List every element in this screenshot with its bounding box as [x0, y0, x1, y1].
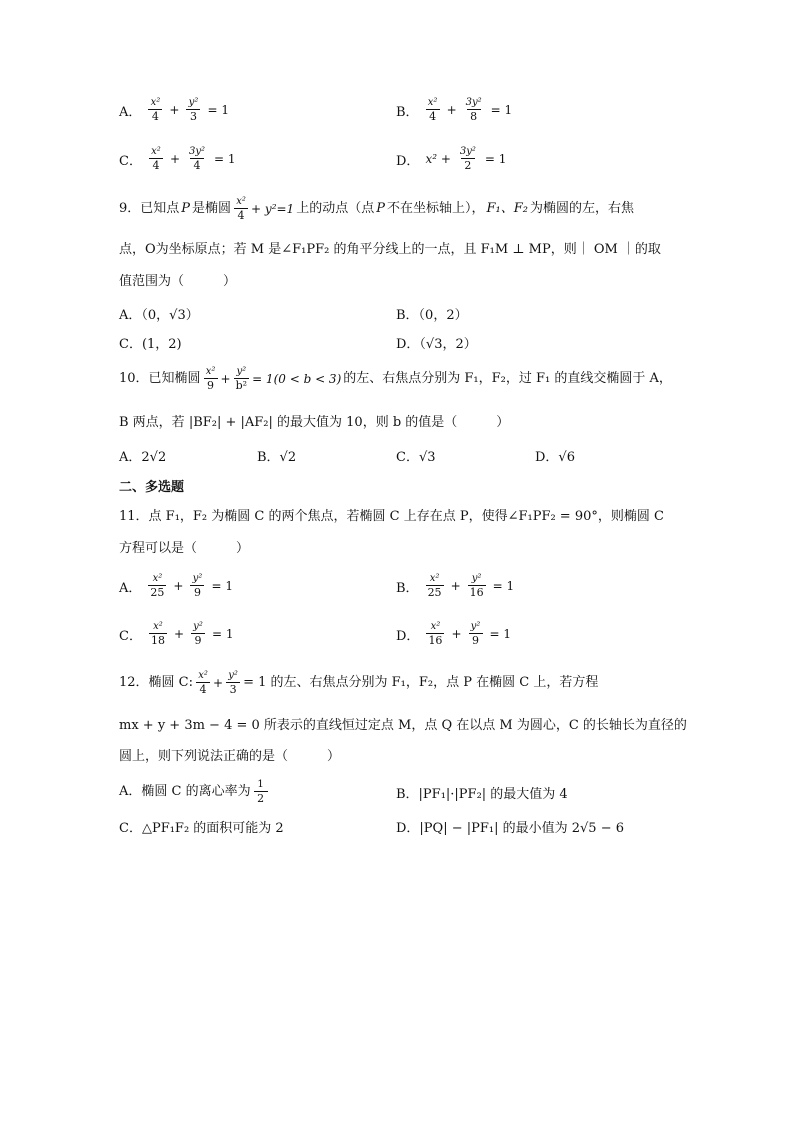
q11-option-b: B． $\frac{\text{x²}}{25}$ + $\frac{\text{y²}}{16}$ = 1 [396, 573, 515, 599]
option-label: D． [396, 153, 420, 169]
q11-option-a: A． $\frac{\text{x²}}{25}$ + $\frac{\text{y²}}{9}$ = 1 [119, 573, 233, 599]
q9-option-d: D．（√3，2） [396, 337, 477, 352]
option-label: A． [119, 104, 142, 120]
fraction: $\frac{\text{x²}}{4}$ [196, 671, 210, 695]
fraction: $\frac{\text{x²}}{25}$ [150, 573, 165, 599]
option-label: A． [119, 580, 142, 596]
fraction: $\frac{\text{x²}}{9}$ [204, 367, 218, 391]
q10-option-a: A．2√2 [119, 450, 167, 465]
q12-option-c: C．△PF₁F₂ 的面积可能为 2 [119, 821, 284, 836]
q9-option-b: B．（0，2） [396, 308, 468, 323]
fraction: $\frac{\text{y²}}{9}$ [191, 622, 205, 646]
q10-option-c: C．√3 [396, 450, 436, 465]
fraction: $\frac{\text{y²}}{9}$ [190, 574, 204, 598]
q10-stem-line1: 10．已知椭圆 $\frac{\text{x²}}{9}$ + $\frac{\text{y²}}{\text{b²}}$ = 1(0 < b < 3) 的左、右焦点分别为 F₁，F₂，过 F₁ 的直线交椭圆于 A， [119, 366, 672, 392]
q12-option-a: A．椭圆 C 的离心率为 $\frac{1}{2}$ [119, 780, 269, 804]
fraction: $\frac{1}{2}$ [254, 780, 268, 804]
q9-stem-line1: 9．已知点 P 是椭圆 $\frac{\text{x²}}{4}$ + y²=1 上的动点（点 P 不在坐标轴上）， F₁、F₂ 为椭圆的左，右焦 [119, 196, 634, 222]
fraction: $\frac{\text{x²}}{4}$ [426, 98, 440, 122]
q12-stem-line2: mx + y + 3m − 4 = 0 所表示的直线恒过定点 M，点 Q 在以点 M 为圆心，C 的长轴长为直径的 [119, 718, 687, 733]
q8-option-a: A． $\frac{\text{x²}}{4}$ + $\frac{\text{y²}}{3}$ = 1 [119, 97, 229, 123]
q11-option-c: C． $\frac{\text{x²}}{18}$ + $\frac{\text{y²}}{9}$ = 1 [119, 621, 234, 647]
option-label: C． [119, 628, 142, 644]
option-label: B． [396, 580, 419, 596]
option-label: C． [119, 153, 142, 169]
fraction: $\frac{\text{y²}}{3}$ [226, 671, 240, 695]
q9-option-c: C．(1，2) [119, 337, 182, 352]
q8-option-b: B． $\frac{\text{x²}}{4}$ + $\frac{\text{3y²}}{8}$ = 1 [396, 97, 513, 123]
q12-option-b: B．|PF₁|·|PF₂| 的最大值为 4 [396, 787, 568, 802]
fraction: $\frac{\text{x²}}{16}$ [428, 621, 443, 647]
q11-stem-line1: 11．点 F₁，F₂ 为椭圆 C 的两个焦点，若椭圆 C 上存在点 P，使得∠F₁PF₂ = 90°，则椭圆 C [119, 509, 664, 524]
fraction: $\frac{\text{3y²}}{8}$ [465, 97, 482, 123]
q9-stem-line3: 值范围为（ ） [119, 274, 237, 289]
fraction: $\frac{\text{x²}}{18}$ [150, 621, 165, 647]
fraction: $\frac{\text{y²}}{16}$ [469, 573, 484, 599]
q12-stem-line1: 12．椭圆 C: $\frac{\text{x²}}{4}$ + $\frac{\text{y²}}{3}$ = 1 的左、右焦点分别为 F₁，F₂，点 P 在椭圆 C 上，若方程 [119, 670, 599, 696]
section-heading: 二、多选题 [119, 480, 185, 495]
q12-option-d: D．|PQ| − |PF₁| 的最小值为 2√5 − 6 [396, 821, 625, 836]
q12-stem-line3: 圆上，则下列说法正确的是（ ） [119, 749, 341, 764]
q10-option-b: B．√2 [257, 450, 297, 465]
fraction: $\frac{\text{x²}}{4}$ [234, 197, 248, 221]
option-label: D． [396, 628, 420, 644]
fraction: $\frac{\text{y²}}{3}$ [186, 98, 200, 122]
q11-option-d: D． $\frac{\text{x²}}{16}$ + $\frac{\text{y²}}{9}$ = 1 [396, 621, 512, 647]
q9-stem-line2: 点，O为坐标原点；若 M 是∠F₁PF₂ 的角平分线上的一点，且 F₁M ⊥ MP，则｜ OM ｜的取 [119, 242, 661, 257]
fraction: $\frac{\text{y²}}{\text{b²}}$ [235, 366, 248, 392]
q10-option-d: D．√6 [535, 450, 575, 465]
q8-option-d: D． x² + $\frac{\text{3y²}}{2}$ = 1 [396, 146, 507, 172]
fraction: $\frac{\text{3y²}}{2}$ [459, 146, 476, 172]
fraction: $\frac{\text{3y²}}{4}$ [189, 146, 206, 172]
q8-option-c: C． $\frac{\text{x²}}{4}$ + $\frac{\text{3y²}}{4}$ = 1 [119, 146, 236, 172]
fraction: $\frac{\text{x²}}{4}$ [149, 147, 163, 171]
q9-option-a: A．（0，√3） [119, 308, 199, 323]
fraction: $\frac{\text{y²}}{9}$ [469, 622, 483, 646]
q10-stem-line2: B 两点，若 |BF₂| + |AF₂| 的最大值为 10，则 b 的值是（ ） [119, 415, 510, 430]
q11-stem-line2: 方程可以是（ ） [119, 541, 250, 556]
fraction: $\frac{\text{x²}}{4}$ [148, 98, 162, 122]
fraction: $\frac{\text{x²}}{25}$ [427, 573, 442, 599]
option-label: B． [396, 104, 419, 120]
